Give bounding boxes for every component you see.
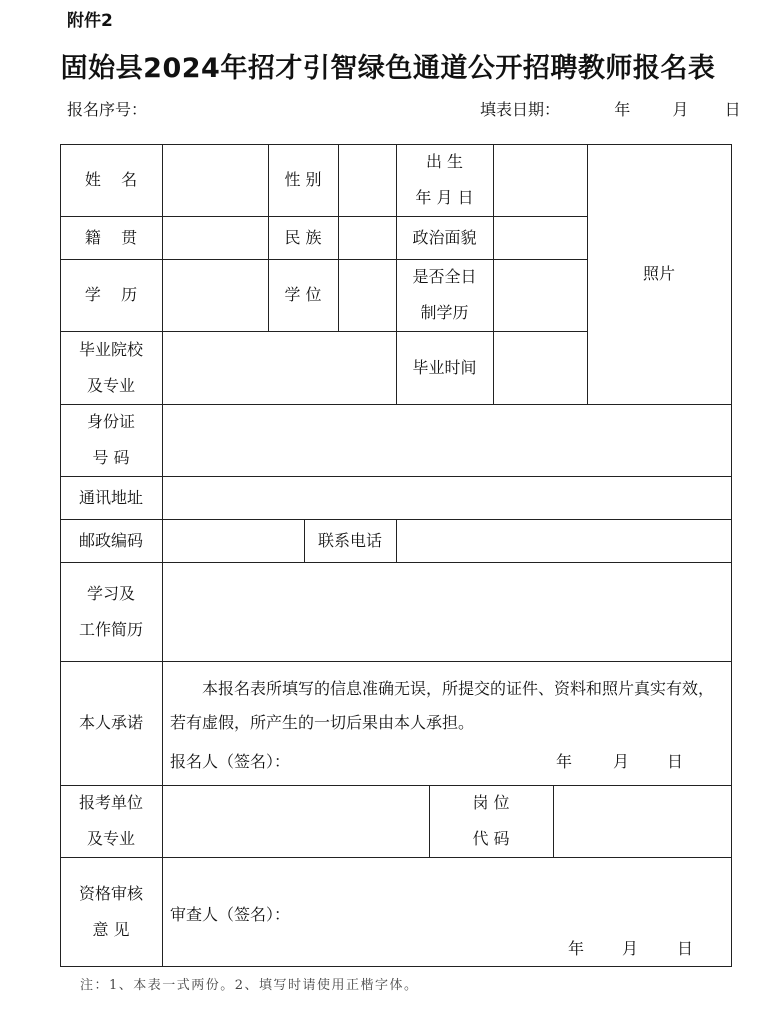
native-place-label: 籍 贯 [84, 227, 138, 247]
full-time-label: 是否全日 制学历 [412, 267, 477, 322]
attachment-label: 附件2 [67, 11, 113, 31]
fill-date-year: 年 [614, 100, 631, 119]
graduation-time-label: 毕业时间 [412, 357, 477, 377]
political-status-field[interactable] [493, 216, 587, 259]
school-major-label: 毕业院校 及专业 [78, 339, 143, 395]
fill-date-day: 日 [724, 100, 741, 119]
resume-label: 学习及 工作简历 [78, 583, 143, 639]
education-field[interactable] [162, 259, 268, 331]
degree-field[interactable] [338, 259, 396, 331]
fill-date [480, 97, 741, 120]
degree-label: 学 位 [284, 285, 322, 304]
phone-field[interactable] [396, 519, 731, 562]
apply-unit-label: 报考单位 及专业 [78, 793, 143, 848]
review-date-day: 日 [677, 939, 694, 958]
fill-date-month: 月 [672, 100, 689, 119]
apply-unit-field[interactable] [162, 785, 429, 857]
political-status-label: 政治面貌 [412, 227, 477, 247]
post-code-field[interactable] [553, 785, 731, 857]
birth-date-label: 出 生 年 月 日 [415, 152, 474, 207]
pledge-date-year: 年 [556, 752, 573, 771]
school-major-field[interactable] [162, 331, 396, 404]
ethnicity-label: 民 族 [284, 227, 322, 247]
gender-label: 性 别 [284, 170, 322, 189]
graduation-time-field[interactable] [493, 331, 587, 404]
pledge-date-month: 月 [613, 752, 630, 771]
pledge-date-day: 日 [667, 752, 684, 771]
table-line [60, 966, 732, 967]
name-field[interactable] [162, 144, 268, 216]
education-label: 学 历 [84, 285, 138, 304]
name-label: 姓 名 [84, 170, 138, 189]
ethnicity-field[interactable] [338, 216, 396, 259]
resume-field[interactable] [162, 562, 731, 661]
photo-label: 照片 [642, 264, 675, 283]
id-number-label: 身份证 号 码 [86, 412, 135, 467]
pledge-label: 本人承诺 [78, 713, 143, 732]
phone-label: 联系电话 [317, 530, 382, 550]
pledge-text: 本报名表所填写的信息准确无误，所提交的证件、资料和照片真实有效，若有虚假，所产生的一切后果由本人承担。 [170, 679, 715, 732]
review-date-month: 月 [622, 939, 639, 958]
photo-box[interactable] [587, 144, 731, 404]
native-place-field[interactable] [162, 216, 268, 259]
address-field[interactable] [162, 476, 731, 519]
table-line [731, 144, 732, 967]
id-number-field[interactable] [162, 404, 731, 476]
full-time-field[interactable] [493, 259, 587, 331]
fill-date-label: 填表日期： [480, 100, 561, 119]
postal-code-field[interactable] [162, 519, 304, 562]
postal-code-label: 邮政编码 [78, 530, 143, 550]
review-date-year: 年 [568, 939, 585, 958]
footnote: 注：1、本表一式两份。2、填写时请使用正楷字体。 [80, 978, 419, 993]
address-label: 通讯地址 [78, 487, 143, 507]
birth-date-field[interactable] [493, 144, 587, 216]
review-label: 资格审核 意 见 [78, 883, 143, 939]
post-code-label: 岗 位 代 码 [472, 793, 510, 848]
form-title: 固始县2024年招才引智绿色通道公开招聘教师报名表 [60, 53, 716, 84]
reviewer-label: 审查人（签名）： [170, 905, 291, 924]
registration-number-label: 报名序号： [67, 100, 148, 119]
gender-field[interactable] [338, 144, 396, 216]
signer-label: 报名人（签名）： [170, 752, 291, 771]
